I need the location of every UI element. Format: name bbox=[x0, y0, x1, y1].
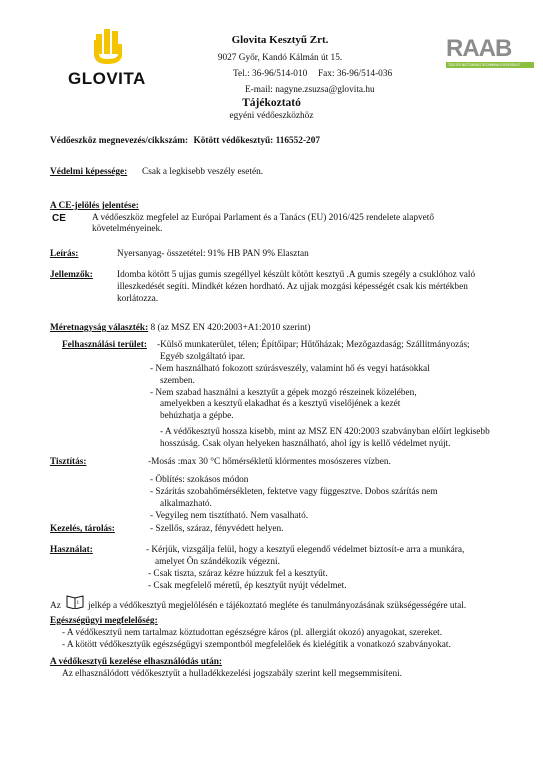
usage-line-7: behúzhatja a gépbe. bbox=[160, 411, 234, 421]
protection-label: Védelmi képessége: bbox=[50, 167, 128, 177]
usage-line-4: szemben. bbox=[160, 376, 195, 386]
usage-line-8: - A védőkesztyű hossza kisebb, mint az MSZ EN 420:2003 szabványban előírt legkisebb bbox=[160, 427, 490, 437]
product-label: Védőeszköz megnevezés/cikkszám: bbox=[50, 136, 189, 146]
cleaning-line-1: -Mosás :max 30 °C hőmérsékletű klórmentes mosószeres vízben. bbox=[148, 457, 391, 467]
page-subtitle: egyéni védőeszközhöz bbox=[229, 111, 314, 121]
manual-note-prefix: Az bbox=[50, 601, 61, 611]
cleaning-line-2: - Öblítés: szokásos módon bbox=[150, 475, 249, 485]
product-value: Kötött védőkesztyű: 116552-207 bbox=[193, 136, 320, 146]
cleaning-line-3: - Szárítás szobahőmérsékleten, fektetve vagy függesztve. Dobos szárítás nem bbox=[150, 487, 438, 497]
company-fax: Fax: 36-96/514-036 bbox=[318, 69, 393, 79]
ce-text-1: A védőeszköz megfelel az Európai Parlament és a Tanács (EU) 2016/425 rendelete alapvető bbox=[92, 213, 434, 223]
health-line-1: - A védőkesztyű nem tartalmaz köztudottan egészségre káros (pl. allergiát okozó) anyagokat, szereket. bbox=[62, 628, 443, 638]
raab-wordmark: RAAB bbox=[446, 35, 512, 62]
ce-mark-icon: CE bbox=[52, 213, 66, 224]
company-tel: Tel.: 36-96/514-010 bbox=[233, 69, 308, 79]
use-line-3: - Csak tiszta, száraz kézre húzzuk fel a kesztyűt. bbox=[148, 569, 328, 579]
glovita-logo bbox=[60, 26, 150, 90]
handling-value: - Szellős, száraz, fényvédett helyen. bbox=[150, 524, 284, 534]
usage-line-3: - Nem használható fokozott szúrásveszély, valamint hő és vegyi hatásokkal bbox=[150, 364, 430, 374]
cleaning-line-4: alkalmazható. bbox=[160, 499, 212, 509]
company-email: E-mail: nagyne.zsuzsa@glovita.hu bbox=[245, 85, 375, 95]
usage-line-2: Egyéb szolgáltató ipar. bbox=[160, 352, 245, 362]
ce-text-2: követelményeinek. bbox=[92, 224, 163, 234]
book-info-icon bbox=[66, 593, 84, 612]
page-title: Tájékoztató bbox=[242, 97, 301, 109]
glove-logo-icon bbox=[60, 26, 150, 68]
cleaning-line-5: - Vegyileg nem tisztítható. Nem vasalható. bbox=[150, 511, 309, 521]
disposal-value: Az elhasználódott védőkesztyűt a hulladékkezelési jogszabály szerint kell megsemmisíteni. bbox=[62, 669, 403, 679]
raab-logo bbox=[446, 36, 534, 74]
product-line bbox=[50, 136, 320, 147]
description-value: Nyersanyag- összetétel: 91% HB PAN 9% Elasztan bbox=[117, 249, 309, 259]
health-label: Egészségügyi megfelelőség: bbox=[50, 616, 158, 626]
size-line bbox=[50, 323, 310, 334]
use-label: Használat: bbox=[50, 545, 93, 555]
usage-line-1: -Külső munkaterület, télen; Építőipar; Hűtőházak; Mezőgazdaság; Szállítmányozás; bbox=[157, 340, 470, 350]
use-line-2: amelyet Ön szándékozik végezni. bbox=[155, 557, 280, 567]
features-label: Jellemzők: bbox=[50, 270, 93, 280]
protection-value: Csak a legkisebb veszély esetén. bbox=[142, 167, 264, 177]
usage-line-5: - Nem szabad használni a kesztyűt a gépek mozgó részeinek közelében, bbox=[150, 388, 417, 398]
description-label: Leírás: bbox=[50, 249, 79, 259]
ce-label: A CE-jelölés jelentése: bbox=[50, 201, 139, 211]
company-address: 9027 Győr, Kandó Kálmán út 15. bbox=[217, 53, 343, 63]
logo-wordmark: GLOVITA bbox=[68, 69, 146, 88]
usage-line-6: amelyekben a kesztyű elakadhat és a kesztyű viselőjének a kezét bbox=[160, 399, 401, 409]
features-text-3: korlátozza. bbox=[117, 294, 159, 304]
usage-line-9: hosszúság. Csak olyan helyeken használható, ahol így is kellő védelmet nyújt. bbox=[160, 439, 451, 449]
cleaning-label: Tisztítás: bbox=[50, 457, 87, 467]
health-line-2: - A kötött védőkesztyűk egészségügyi szempontból megfelelőek és kielégítik a vonatkozó szabványokat. bbox=[62, 640, 451, 650]
use-line-1: - Kérjük, vizsgálja felül, hogy a kesztyű elegendő védelmet biztosít-e arra a munkára, bbox=[146, 545, 465, 555]
handling-label: Kezelés, tárolás: bbox=[50, 524, 115, 534]
features-text-1: Idomba kötött 5 ujjas gumis szegéllyel készült kötött kesztyű .A gumis szegély a csuklóhoz való bbox=[117, 270, 476, 280]
disposal-label: A védőkesztyű kezelése elhasználódás után: bbox=[50, 657, 222, 667]
manual-note-text: jelkép a védőkesztyű megjelölésén e tájékoztató megléte és tanulmányozásának szükségességére utal. bbox=[88, 601, 467, 611]
company-name: Glovita Kesztyű Zrt. bbox=[231, 34, 329, 46]
features-text-2: illeszkedését segíti. Mindkét kézen hordható. Az ujjak mozgási képességét csak kis mértékben bbox=[117, 282, 468, 292]
use-line-4: - Csak megfelelő méretű, ép kesztyűt nyújt védelmet. bbox=[148, 581, 347, 591]
size-value: 8 (az MSZ EN 420:2003+A1:2010 szerint) bbox=[150, 323, 311, 333]
raab-tagline: TISZ ÉS BIZTONSÁGTECHNIKAI EGYESÜLET bbox=[446, 62, 534, 68]
svg-text:i: i bbox=[77, 600, 79, 606]
usage-label: Felhasználási terület: bbox=[62, 340, 147, 350]
size-label: Méretnagyság választék: bbox=[50, 323, 149, 333]
